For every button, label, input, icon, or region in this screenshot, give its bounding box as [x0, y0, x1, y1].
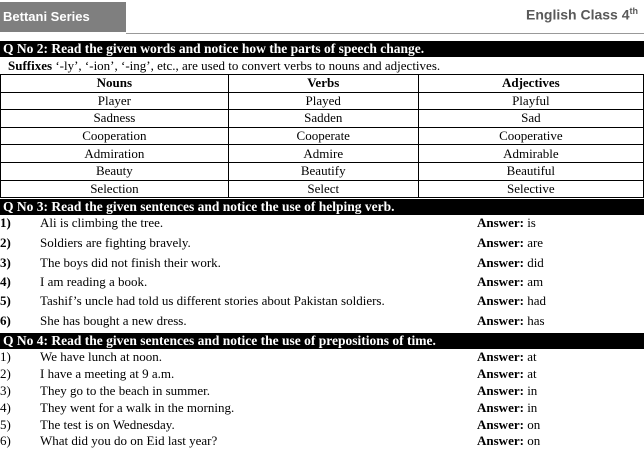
page-header [0, 0, 644, 36]
q2-note-rest: ‘-ly’, ‘-ion’, ‘-ing’, etc., are used to convert verbs to nouns and adjectives. [52, 58, 441, 73]
item-number: 5) [0, 417, 11, 432]
answer-label: Answer: [477, 349, 524, 364]
item-text: I have a meeting at 9 a.m. [40, 366, 175, 381]
cell-adjective: Sad [418, 110, 643, 128]
table-row [1, 180, 644, 198]
cell-verb: Played [228, 92, 418, 110]
answer-label: Answer: [477, 417, 524, 432]
cell-adjective: Selective [418, 180, 643, 198]
list-item [0, 215, 644, 232]
list-item [0, 417, 644, 434]
cell-adjective: Cooperative [418, 127, 643, 145]
list-item [0, 400, 644, 417]
class-label [526, 6, 638, 23]
item-answer [477, 366, 537, 382]
answer-label: Answer: [477, 274, 524, 289]
cell-noun: Selection [1, 180, 229, 198]
item-text: What did you do on Eid last year? [40, 433, 218, 448]
q4-title: Q No 4: Read the given sentences and notice the use of prepositions of time. [0, 333, 644, 349]
item-number: 2) [0, 366, 11, 381]
answer-value: on [523, 417, 541, 432]
item-answer [477, 349, 537, 365]
item-answer [477, 417, 540, 433]
cell-noun: Beauty [1, 162, 229, 180]
answer-label: Answer: [477, 255, 524, 270]
col-verbs: Verbs [228, 75, 418, 93]
cell-noun: Player [1, 92, 229, 110]
col-nouns: Nouns [1, 75, 229, 93]
list-item [0, 274, 644, 291]
answer-value: am [523, 274, 544, 289]
item-answer [477, 255, 544, 271]
item-answer [477, 235, 543, 251]
cell-noun: Admiration [1, 145, 229, 163]
q2-note [8, 58, 440, 74]
list-item [0, 433, 644, 450]
answer-label: Answer: [477, 313, 524, 328]
item-text: We have lunch at noon. [40, 349, 163, 364]
item-number: 3) [0, 383, 11, 398]
item-answer [477, 274, 543, 290]
answer-value: has [523, 313, 545, 328]
answer-label: Answer: [477, 433, 524, 448]
q2-note-bold: Suffixes [8, 58, 53, 73]
answer-value: in [523, 383, 538, 398]
header-rule [126, 33, 644, 34]
class-sup: th [629, 6, 638, 16]
answer-label: Answer: [477, 383, 524, 398]
item-text: Tashif’s uncle had told us different stories about Pakistan soldiers. [40, 293, 385, 308]
item-answer [477, 383, 537, 399]
cell-noun: Cooperation [1, 127, 229, 145]
table-row [1, 145, 644, 163]
item-number: 3) [0, 255, 11, 270]
answer-value: at [523, 366, 537, 381]
item-text: She has bought a new dress. [40, 313, 187, 328]
item-text: Ali is climbing the tree. [40, 215, 164, 230]
item-answer [477, 400, 537, 416]
answer-value: did [523, 255, 544, 270]
list-item [0, 313, 644, 330]
item-number: 1) [0, 215, 11, 230]
cell-noun: Sadness [1, 110, 229, 128]
cell-adjective: Beautiful [418, 162, 643, 180]
item-number: 5) [0, 293, 11, 308]
cell-verb: Sadden [228, 110, 418, 128]
cell-adjective: Admirable [418, 145, 643, 163]
item-answer [477, 433, 540, 449]
answer-value: on [523, 433, 541, 448]
table-header-row [1, 75, 644, 93]
cell-verb: Beautify [228, 162, 418, 180]
list-item [0, 349, 644, 366]
item-number: 1) [0, 349, 11, 364]
answer-label: Answer: [477, 215, 524, 230]
answer-label: Answer: [477, 293, 524, 308]
item-number: 6) [0, 433, 11, 448]
item-text: Soldiers are fighting bravely. [40, 235, 191, 250]
cell-adjective: Playful [418, 92, 643, 110]
item-text: They went for a walk in the morning. [40, 400, 235, 415]
table-row [1, 127, 644, 145]
item-number: 6) [0, 313, 11, 328]
item-text: I am reading a book. [40, 274, 148, 289]
list-item [0, 235, 644, 252]
answer-value: had [523, 293, 546, 308]
table-row [1, 162, 644, 180]
q3-title: Q No 3: Read the given sentences and notice the use of helping verb. [0, 199, 644, 215]
table-row [1, 110, 644, 128]
list-item [0, 366, 644, 383]
answer-value: in [523, 400, 538, 415]
list-item [0, 293, 644, 310]
item-answer [477, 215, 536, 231]
list-item [0, 255, 644, 272]
col-adjectives: Adjectives [418, 75, 643, 93]
answer-label: Answer: [477, 400, 524, 415]
item-answer [477, 313, 545, 329]
answer-value: is [523, 215, 536, 230]
cell-verb: Cooperate [228, 127, 418, 145]
answer-value: are [523, 235, 544, 250]
cell-verb: Select [228, 180, 418, 198]
item-number: 4) [0, 400, 11, 415]
item-number: 2) [0, 235, 11, 250]
table-row [1, 92, 644, 110]
answer-label: Answer: [477, 235, 524, 250]
answer-label: Answer: [477, 366, 524, 381]
class-text: English Class 4 [526, 6, 630, 23]
parts-of-speech-table [0, 74, 644, 198]
cell-verb: Admire [228, 145, 418, 163]
item-text: They go to the beach in summer. [40, 383, 211, 398]
item-number: 4) [0, 274, 11, 289]
series-label: Bettani Series [0, 2, 126, 32]
item-text: The boys did not finish their work. [40, 255, 221, 270]
item-text: The test is on Wednesday. [40, 417, 175, 432]
answer-value: at [523, 349, 537, 364]
list-item [0, 383, 644, 400]
item-answer [477, 293, 546, 309]
q2-title: Q No 2: Read the given words and notice how the parts of speech change. [0, 41, 644, 57]
